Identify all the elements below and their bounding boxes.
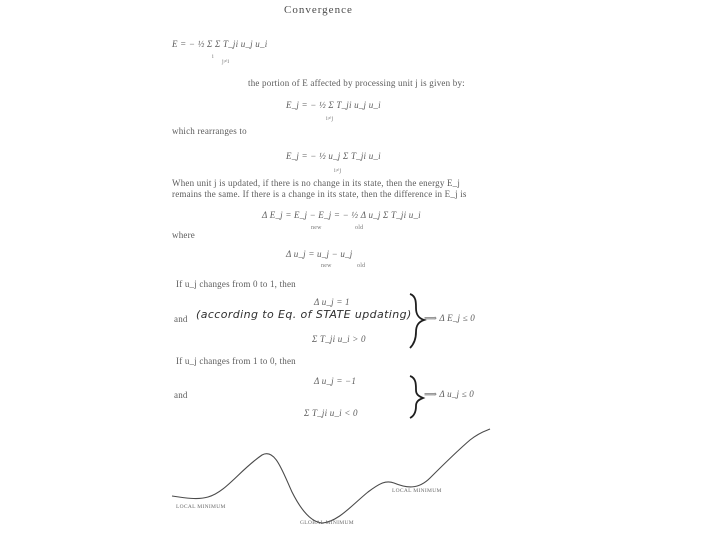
partial-energy-equation: E_j = − ½ Σ T_ji u_j u_i xyxy=(286,100,381,110)
delta-energy-equation: Δ E_j = E_j − E_j = − ½ Δ u_j Σ T_ji u_i xyxy=(262,210,421,220)
energy-sum-index-i: i xyxy=(212,54,214,60)
delta-energy-old-label: old xyxy=(355,225,364,231)
delta-u-old-label: old xyxy=(357,263,366,269)
rearranges-text: which rearranges to xyxy=(172,126,247,136)
delta-u-equation: Δ u_j = u_j − u_j xyxy=(286,249,353,259)
delta-energy-new-label: new xyxy=(311,225,322,231)
rearranged-equation: E_j = − ½ u_j Σ T_ji u_i xyxy=(286,151,381,161)
partial-energy-intro: the portion of E affected by processing unit j is given by: xyxy=(248,78,465,88)
global-minimum-label: GLOBAL MINIMUM xyxy=(300,520,354,526)
case1-sum-condition: Σ T_ji u_i > 0 xyxy=(312,334,366,344)
case1-brace xyxy=(410,294,424,348)
rearranged-index: i≠j xyxy=(334,168,342,174)
case2-delta-u: Δ u_j = −1 xyxy=(314,376,357,386)
local-minimum-left-label: LOCAL MINIMUM xyxy=(176,504,226,510)
case2-and-text: and xyxy=(174,390,188,400)
case1-and-text: and xyxy=(174,314,188,324)
case1-handwritten-note: (according to Eq. of STATE updating) xyxy=(196,308,412,321)
energy-equation: E = − ½ Σ Σ T_ji u_j u_i xyxy=(172,39,268,49)
case2-condition-text: If u_j changes from 1 to 0, then xyxy=(176,356,296,366)
page-title: Convergence xyxy=(284,4,353,16)
case2-sum-condition: Σ T_ji u_i < 0 xyxy=(304,408,358,418)
update-text-line-2: remains the same. If there is a change in its state, then the difference in E_j is xyxy=(172,189,467,199)
case1-condition-text: If u_j changes from 0 to 1, then xyxy=(176,279,296,289)
update-text-line-1: When unit j is updated, if there is no change in its state, then the energy E_j xyxy=(172,178,461,188)
where-text: where xyxy=(172,230,195,240)
case2-implication: ⟹ Δ u_j ≤ 0 xyxy=(424,389,474,399)
case2-brace xyxy=(410,376,423,418)
partial-energy-index: i≠j xyxy=(326,116,334,122)
delta-u-new-label: new xyxy=(321,263,332,269)
case1-implication: ⟹ Δ E_j ≤ 0 xyxy=(424,313,475,323)
energy-sum-index-j: j≠i xyxy=(222,59,230,65)
case1-delta-u: Δ u_j = 1 xyxy=(314,297,350,307)
local-minimum-right-label: LOCAL MINIMUM xyxy=(392,488,442,494)
